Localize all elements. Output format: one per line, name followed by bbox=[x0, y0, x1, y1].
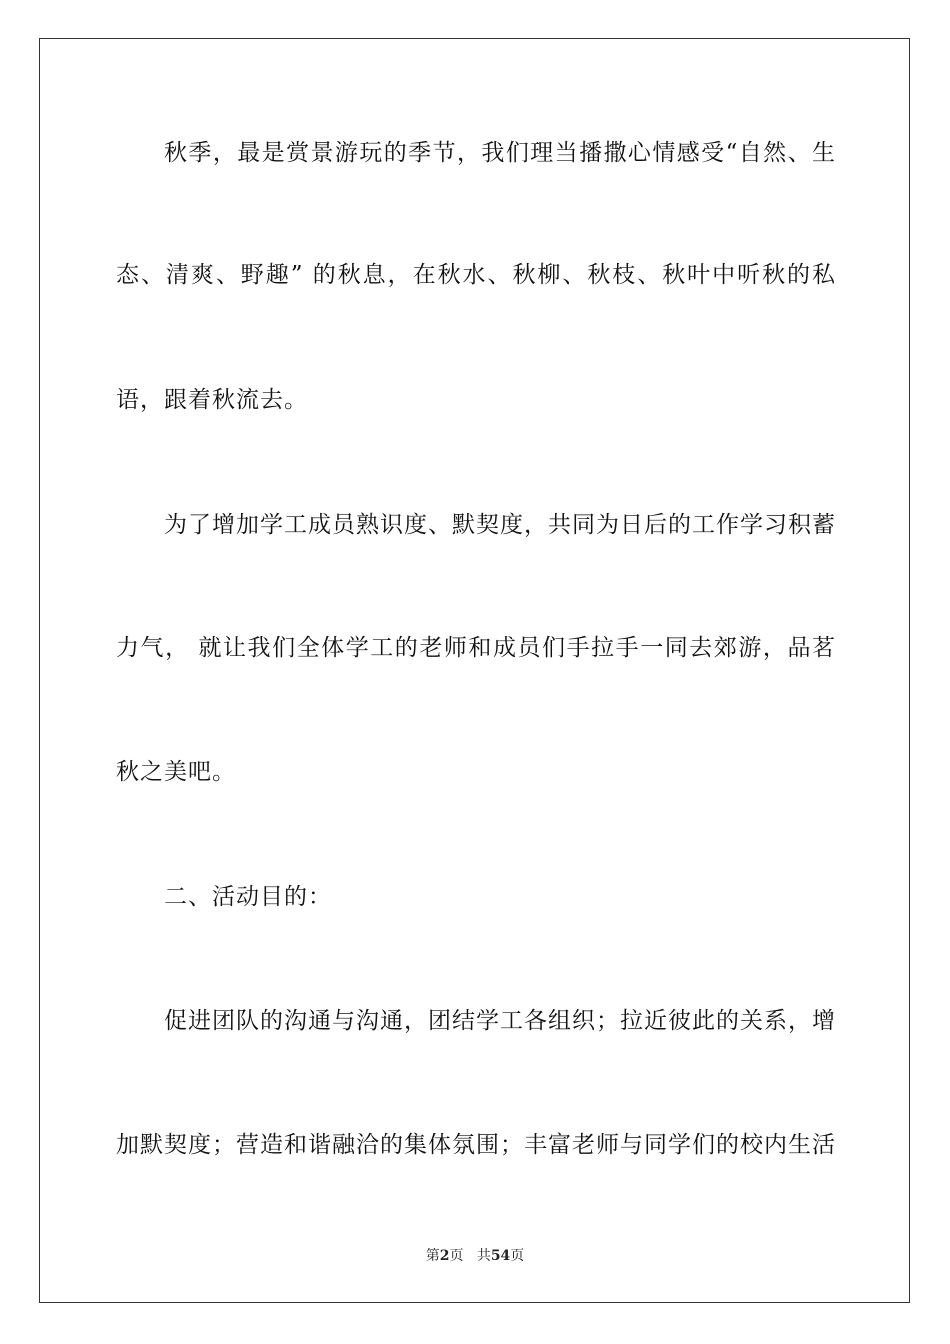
paragraph-line: 加默契度；营造和谐融洽的集体氛围；丰富老师与同学们的校内生活 bbox=[116, 1132, 836, 1158]
footer-page-prefix: 第 bbox=[425, 1248, 440, 1264]
paragraph-line: 态、清爽、野趣” 的秋息，在秋水、秋柳、秋枝、秋叶中听秋的私 bbox=[116, 262, 836, 288]
section-heading: 二、活动目的： bbox=[164, 884, 332, 910]
paragraph-line: 秋之美吧。 bbox=[116, 759, 236, 785]
footer-page-suffix: 页 bbox=[449, 1248, 464, 1264]
paragraph-line: 秋季，最是赏景游玩的季节，我们理当播撒心情感受“自然、生 bbox=[164, 140, 836, 166]
footer-total-suffix: 页 bbox=[510, 1248, 525, 1264]
paragraph-line: 为了增加学工成员熟识度、默契度，共同为日后的工作学习积蓄 bbox=[164, 512, 836, 538]
footer-page-number: 2 bbox=[439, 1248, 450, 1264]
page-border bbox=[39, 38, 910, 1303]
paragraph-line: 语，跟着秋流去。 bbox=[116, 387, 308, 413]
footer-total-prefix: 共 bbox=[476, 1248, 491, 1264]
page-footer bbox=[0, 1247, 950, 1265]
paragraph-line: 促进团队的沟通与沟通，团结学工各组织；拉近彼此的关系，增 bbox=[164, 1008, 836, 1034]
paragraph-line: 力气， 就让我们全体学工的老师和成员们手拉手一同去郊游，品茗 bbox=[116, 635, 836, 661]
footer-total-pages: 54 bbox=[490, 1248, 511, 1264]
